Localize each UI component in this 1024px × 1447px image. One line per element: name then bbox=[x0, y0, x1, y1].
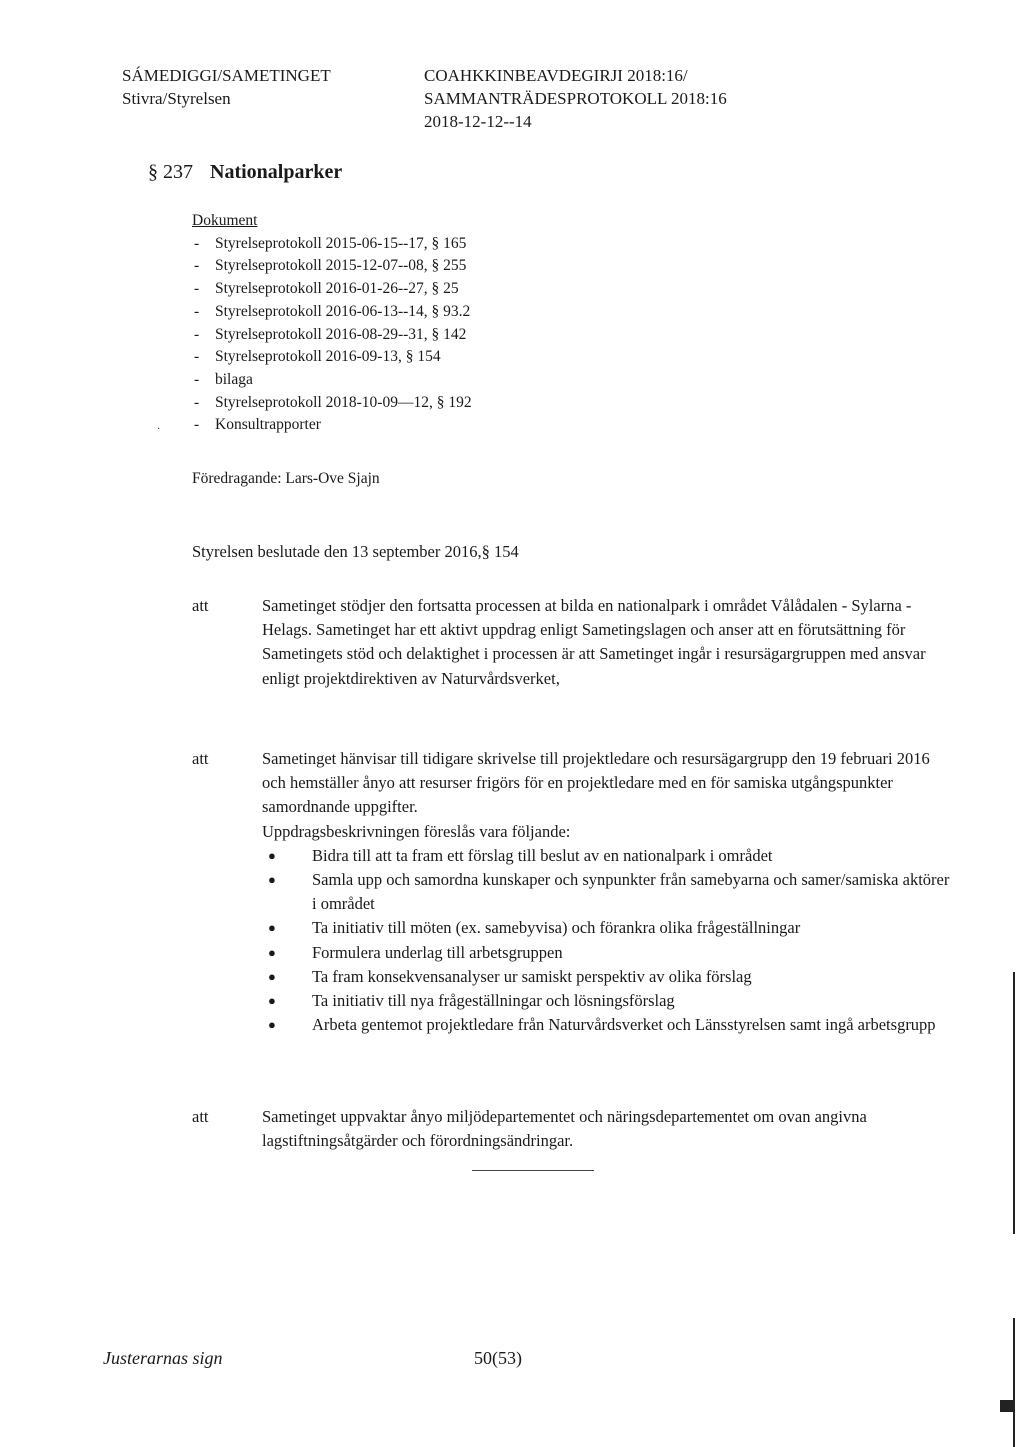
scan-edge-mark bbox=[1000, 1400, 1014, 1412]
page-number: 50(53) bbox=[474, 1348, 522, 1368]
section-heading bbox=[148, 161, 342, 184]
list-item: ● Formulera underlag till arbetsgruppen bbox=[312, 941, 952, 965]
document-item: - Styrelseprotokoll 2015-12-07--08, § 255 bbox=[192, 255, 612, 278]
bullet-icon: ● bbox=[268, 847, 276, 863]
org-name: SÁMEDIGGI/SAMETINGET bbox=[122, 66, 331, 85]
header-right bbox=[424, 64, 727, 133]
list-item: ● Arbeta gentemot projektledare från Naturvårdsverket och Länsstyrelsen samt ingå arbetsgrupp bbox=[312, 1013, 952, 1037]
bullet-icon: ● bbox=[268, 920, 276, 936]
document-list-heading: Dokument bbox=[192, 212, 258, 229]
section-number: § 237 bbox=[148, 161, 193, 183]
bullet-icon: ● bbox=[268, 1017, 276, 1033]
board-name: Stivra/Styrelsen bbox=[122, 89, 231, 108]
signature-label: Justerarnas sign bbox=[103, 1348, 223, 1368]
clause-3-text: Sametinget uppvaktar ånyo miljödepartementet och näringsdepartementet om ovan angivna lagstiftningsåtgärder och förordningsändringar. bbox=[262, 1107, 867, 1151]
list-item: ● Samla upp och samordna kunskaper och synpunkter från samebyarna och samer/samiska aktörer i området bbox=[268, 870, 950, 914]
presenter: Föredragande: Lars-Ove Sjajn bbox=[192, 470, 380, 487]
protocol-swedish: SAMMANTRÄDESPROTOKOLL 2018:16 bbox=[424, 89, 727, 108]
bullet-icon: ● bbox=[268, 993, 276, 1009]
bullet-icon: ● bbox=[268, 944, 276, 960]
att-label: att bbox=[192, 1107, 209, 1126]
list-item: ● Ta initiativ till nya frågeställningar och lösningsförslag bbox=[312, 989, 952, 1013]
meeting-date: 2018-12-12--14 bbox=[424, 112, 532, 131]
closing-rule bbox=[472, 1170, 594, 1171]
clause-1-text: Sametinget stödjer den fortsatta processen at bilda en nationalpark i området Vålådalen - Sylarna - Helags. Sametinget har ett aktivt uppdrag enligt Sametingslagen och anser att en förutsättning för Sametingets stöd och delaktighet i processen är att Sametinget ingår i resursägargruppen med ansvar enligt projektdirektiven av Naturvårdsverket, bbox=[262, 596, 926, 688]
clause-3 bbox=[192, 1105, 952, 1153]
decision-intro: Styrelsen beslutade den 13 september 2016,§ 154 bbox=[192, 542, 519, 561]
document-item: - Styrelseprotokoll 2015-06-15--17, § 165 bbox=[192, 233, 612, 256]
clause-2 bbox=[192, 747, 952, 1037]
document-item: - Styrelseprotokoll 2016-06-13--14, § 93.2 bbox=[192, 301, 612, 324]
att-label: att bbox=[192, 596, 209, 615]
assignment-intro: Uppdragsbeskrivningen föreslås vara följande: bbox=[262, 821, 571, 841]
list-item: ● Ta initiativ till möten (ex. samebyvisa) och förankra olika frågeställningar bbox=[312, 916, 952, 940]
clause-1 bbox=[192, 594, 952, 691]
assignment-list bbox=[262, 844, 952, 1038]
scan-edge-line bbox=[1013, 1318, 1015, 1447]
bullet-icon: ● bbox=[268, 872, 276, 888]
list-item: ● Bidra till att ta fram ett förslag till beslut av en nationalpark i området bbox=[312, 844, 952, 868]
document-item: - Styrelseprotokoll 2016-08-29--31, § 142 bbox=[192, 324, 612, 347]
document-item: - Konsultrapporter bbox=[192, 414, 612, 437]
clause-2-text: Sametinget hänvisar till tidigare skrivelse till projektledare och resursägargrupp den 19 februari 2016 och hemställer ånyo att resurser frigörs för en projektledare med en för samiska utgångspunkter samordnande uppgifter. bbox=[262, 749, 930, 817]
protocol-sami: COAHKKINBEAVDEGIRJI 2018:16/ bbox=[424, 66, 688, 85]
scan-speck: · bbox=[157, 424, 161, 435]
list-item: ● Ta fram konsekvensanalyser ur samiskt perspektiv av olika förslag bbox=[312, 965, 952, 989]
att-label: att bbox=[192, 749, 209, 768]
document-item: - Styrelseprotokoll 2018-10-09—12, § 192 bbox=[192, 392, 612, 415]
bullet-icon: ● bbox=[268, 968, 276, 984]
header-left bbox=[122, 64, 331, 110]
document-item: - Styrelseprotokoll 2016-01-26--27, § 25 bbox=[192, 278, 612, 301]
scan-edge-line bbox=[1013, 972, 1015, 1234]
section-title: Nationalparker bbox=[210, 161, 343, 183]
document-item: - Styrelseprotokoll 2016-09-13, § 154 bbox=[192, 346, 612, 369]
document-item: - bilaga bbox=[192, 369, 612, 392]
document-list bbox=[192, 210, 612, 437]
